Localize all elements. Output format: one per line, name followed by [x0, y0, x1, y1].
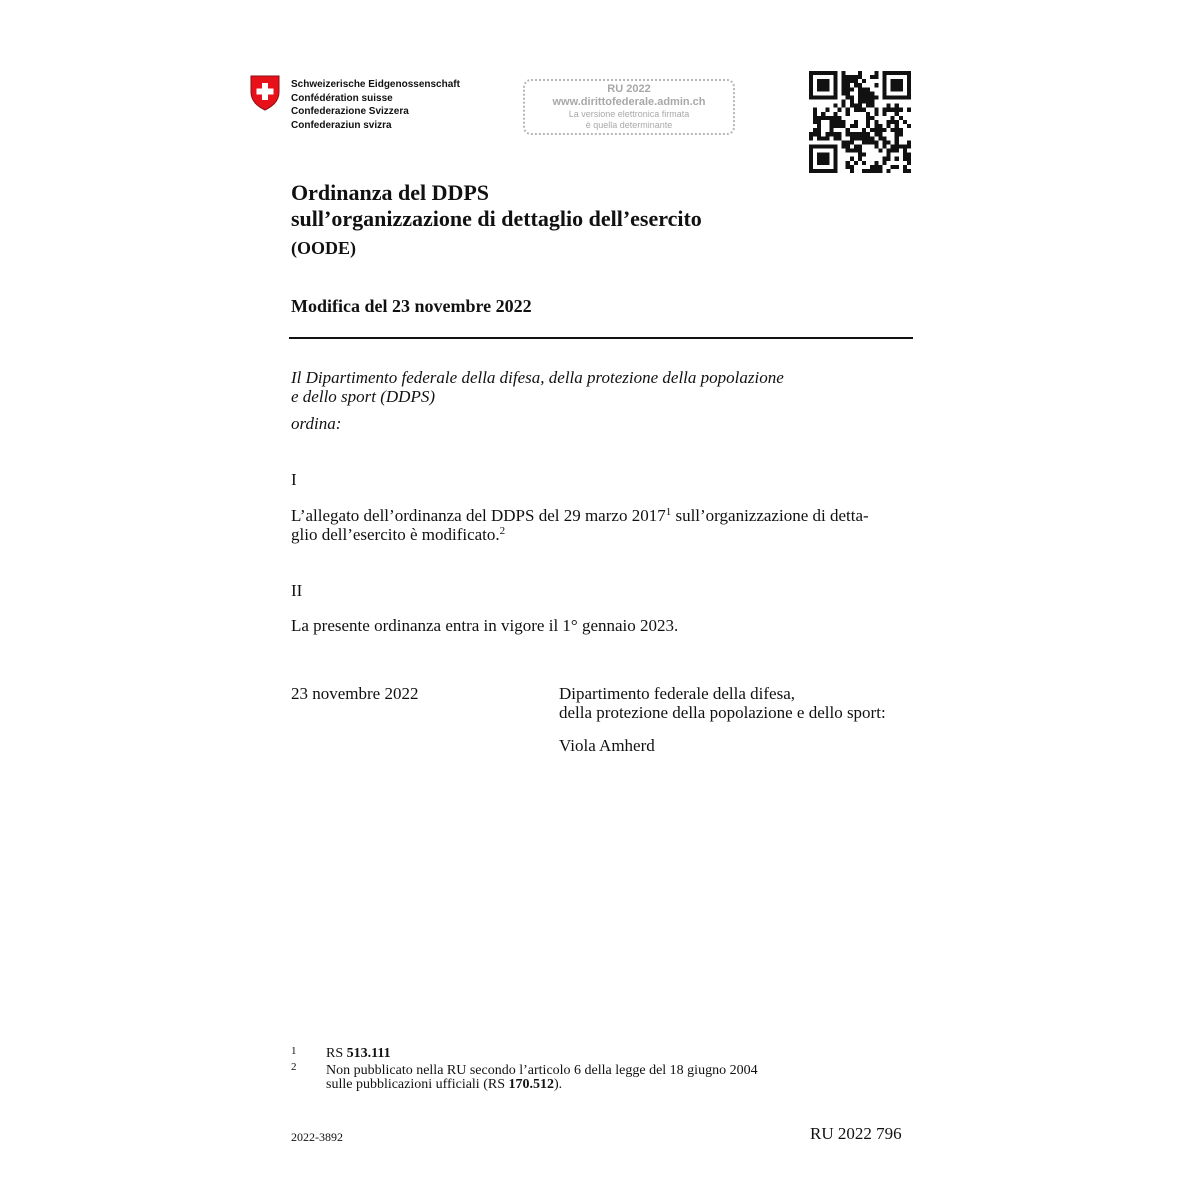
- section-number-1: I: [291, 470, 297, 489]
- section-1-line-1: [291, 506, 869, 525]
- preamble-line-2: e dello sport (DDPS): [291, 387, 436, 406]
- footnote-2-line-2-suffix: ).: [554, 1077, 563, 1092]
- preamble-ordina: ordina:: [291, 414, 342, 433]
- confederation-name-fr: Confédération suisse: [291, 92, 393, 104]
- section-text-1: [291, 506, 869, 544]
- footnote-2-line-2: [326, 1078, 758, 1092]
- footnote-number-1: 1: [291, 1045, 297, 1057]
- amendment-date: Modifica del 23 novembre 2022: [291, 296, 532, 316]
- confederation-names: [291, 78, 460, 132]
- stamp-note-line2: è quella determinante: [585, 120, 673, 130]
- confederation-name-it: Confederazione Svizzera: [291, 106, 409, 117]
- signature-department-line-1: Dipartimento federale della difesa,: [559, 684, 795, 703]
- footnote-2-reference: 170.512: [508, 1077, 554, 1092]
- section-1-text-a: L’allegato dell’ordinanza del DDPS del 29 marzo 2017: [291, 506, 666, 525]
- ordinance-abbreviation: (OODE): [291, 238, 356, 258]
- stamp-note-line1: La versione elettronica firmata: [568, 109, 690, 119]
- footnote-2-line-2-prefix: sulle pubblicazioni ufficiali (RS: [326, 1077, 509, 1092]
- section-1-text-c: glio dell’esercito è modificato.: [291, 525, 500, 544]
- footnote-text-2: [326, 1064, 758, 1092]
- signature-department-line-2: della protezione della popolazione e dello sport:: [559, 703, 886, 722]
- section-1-text-b: sull’organizzazione di detta-: [671, 506, 869, 525]
- swiss-coat-of-arms-icon: [250, 75, 280, 111]
- ordinance-title: [291, 180, 702, 232]
- footnote-ref-1[interactable]: 1: [665, 506, 672, 518]
- signature-department: [559, 684, 886, 722]
- section-1-line-2: [291, 525, 869, 544]
- footnote-2-line-1: Non pubblicato nella RU secondo l’articolo 6 della legge del 18 giugno 2004: [326, 1063, 758, 1078]
- qr-code-icon: [809, 71, 911, 173]
- footnote-1-prefix: RS: [326, 1046, 347, 1061]
- confederation-name-de: Schweizerische Eidgenossenschaft: [291, 79, 460, 90]
- section-number-2: II: [291, 581, 303, 600]
- stamp-collection: RU 2022: [607, 83, 651, 95]
- title-line-1: Ordinanza del DDPS: [291, 180, 490, 205]
- document-number: 2022-3892: [291, 1130, 343, 1144]
- signature-date: 23 novembre 2022: [291, 684, 419, 703]
- footnote-number-2: 2: [291, 1061, 297, 1073]
- preamble: [291, 368, 784, 406]
- preamble-line-1: Il Dipartimento federale della difesa, della protezione della popolazione: [291, 368, 784, 387]
- electronic-version-stamp: [523, 79, 735, 135]
- footnote-text-1: [326, 1047, 391, 1061]
- stamp-website: www.dirittofederale.admin.ch: [552, 96, 706, 108]
- page-reference: RU 2022 796: [810, 1124, 902, 1143]
- footnote-ref-2[interactable]: 2: [499, 525, 506, 537]
- confederation-name-rm: Confederaziun svizra: [291, 119, 392, 131]
- footnote-1-reference: 513.111: [346, 1046, 391, 1061]
- title-divider: [289, 337, 913, 339]
- title-line-2: sull’organizzazione di dettaglio dell’esercito: [291, 206, 702, 231]
- signatory-name: Viola Amherd: [559, 736, 655, 755]
- section-text-2: La presente ordinanza entra in vigore il 1° gennaio 2023.: [291, 616, 679, 635]
